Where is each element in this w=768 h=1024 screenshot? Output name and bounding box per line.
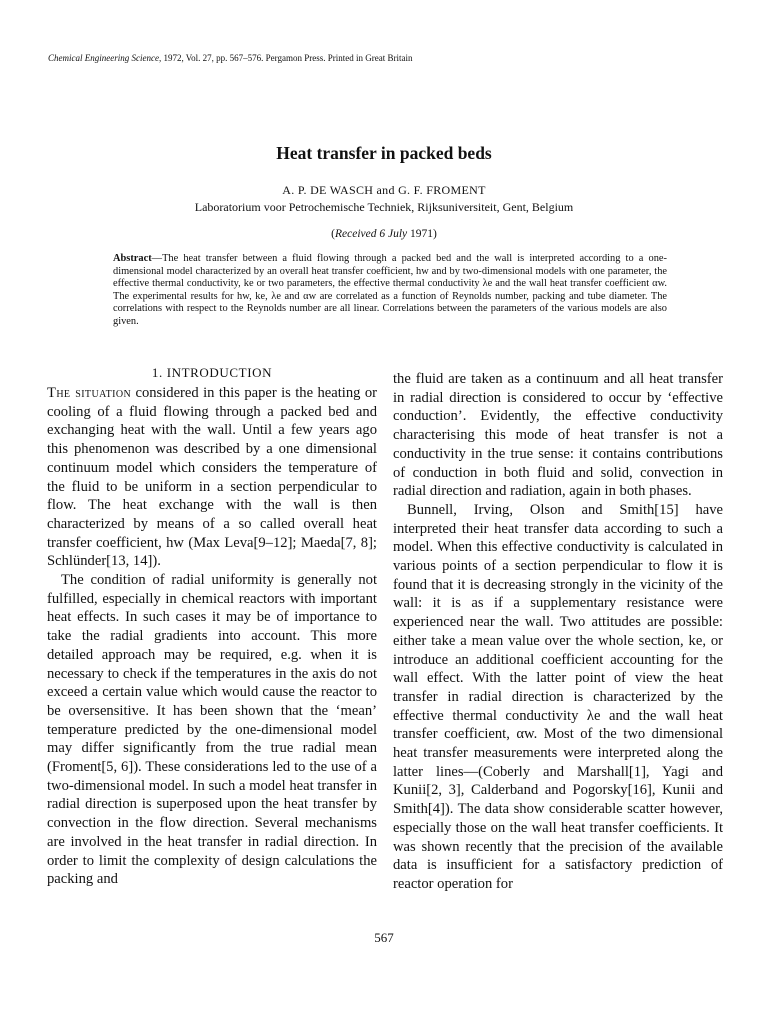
paragraph-3: the fluid are taken as a continuum and all heat transfer in radial direction is considered to occur by ‘effective conduction’. Evidently, the effective conductivity characterising this mode of heat transfer is not a conductivity in the true sense: it contains contributions of conduction in both fluid and solid, convection in radial direction and radiation, again in both phases. bbox=[393, 371, 723, 500]
paragraph-1-text: considered in this paper is the heating or cooling of a fluid flowing through a packed bed and exchanging heat with the wall. Until a few years ago this phenomenon was described by a one dimensional continuum model which considers the temperature of the fluid to be uniform in a section perpendicular to flow. The heat exchange with the wall is then characterized by means of a so called overall heat transfer coefficient, hw (Max Leva[9–12]; Maeda[7, 8]; Schlünder[13, 14]). bbox=[47, 385, 377, 570]
paragraph-4: Bunnell, Irving, Olson and Smith[15] have interpreted their heat transfer data according to such a model. When this effective conductivity is calculated in various points of a section perpendicular to flow it is found that it is decreasing strongly in the vicinity of the wall: it is as if a supplementary resistance were experienced near the wall. Two attitudes are possible: either take a mean value over the whole section, ke, or introduce an additional coefficient accounting for the wall effect. With the latter point of view the heat transfer in radial direction is characterized by the effective thermal conductivity λe and the wall heat transfer coefficient, αw. Most of the two dimensional heat transfer measurements were interpreted along the latter lines—(Coberly and Marshall[1], Yagi and Kunii[2, 3], Calderband and Pogorsky[16], Kunii and Smith[4]). The data show considerable scatter however, especially those on the wall heat transfer coefficients. It was shown recently that the precision of the available data is insufficient for a satisfactory prediction of reactor operation for bbox=[393, 501, 723, 892]
received-open: ( bbox=[331, 228, 335, 240]
authors: A. P. DE WASCH and G. F. FROMENT bbox=[282, 183, 486, 197]
page-number: 567 bbox=[374, 930, 394, 945]
received-label: Received bbox=[334, 228, 377, 240]
journal-name: Chemical Engineering Science, bbox=[48, 53, 162, 63]
section-heading: 1. INTRODUCTION bbox=[151, 365, 273, 380]
paper-title: Heat transfer in packed beds bbox=[276, 143, 492, 163]
received-date bbox=[0, 227, 768, 242]
paragraph-lead: The situation bbox=[47, 385, 132, 401]
received-day-month: 6 July bbox=[376, 228, 408, 240]
abstract bbox=[113, 253, 667, 329]
left-column bbox=[47, 366, 377, 889]
received-year: 1971) bbox=[407, 228, 437, 240]
paragraph-1 bbox=[47, 384, 377, 571]
affiliation: Laboratorium voor Petrochemische Techniek, Rijksuniversiteit, Gent, Belgium bbox=[194, 200, 574, 214]
publication-details: 1972, Vol. 27, pp. 567–576. Pergamon Press. Printed in Great Britain bbox=[163, 53, 413, 63]
abstract-text: —The heat transfer between a fluid flowing through a packed bed and the wall is interpreted according to a one-dimensional model characterized by an overall heat transfer coefficient, hw and by two-dimensional models with one parameter, the effective thermal conductivity, ke or two parameters, the effective thermal conductivity λe and the wall heat transfer coefficient αw. The experimental results for hw, ke, λe and αw are correlated as a function of Reynolds number, packing and tube diameter. The correlations with respect to the Reynolds number are all linear. Correlations between the parameters of the various models are also given. bbox=[113, 253, 667, 327]
running-header bbox=[48, 52, 688, 64]
paragraph-2: The condition of radial uniformity is generally not fulfilled, especially in chemical reactors with important heat effects. In such cases it may be of importance to take the radial gradients into account. This more detailed approach may be required, e.g. when it is necessary to check if the temperatures in the axis do not exceed a certain value which would cause the reactor to be oversensitive. It has been shown that the ‘mean’ temperature predicted by the one-dimensional model may differ significantly from the true radial mean (Froment[5, 6]). These considerations led to the use of a two-dimensional model. In such a model heat transfer in radial direction is superposed upon the heat transfer by convection in the flow direction. Several mechanisms are involved in the heat transfer in radial direction. In order to limit the complexity of design calculations the packing and bbox=[47, 572, 377, 888]
right-column bbox=[393, 370, 723, 894]
abstract-label: Abstract bbox=[113, 253, 152, 264]
